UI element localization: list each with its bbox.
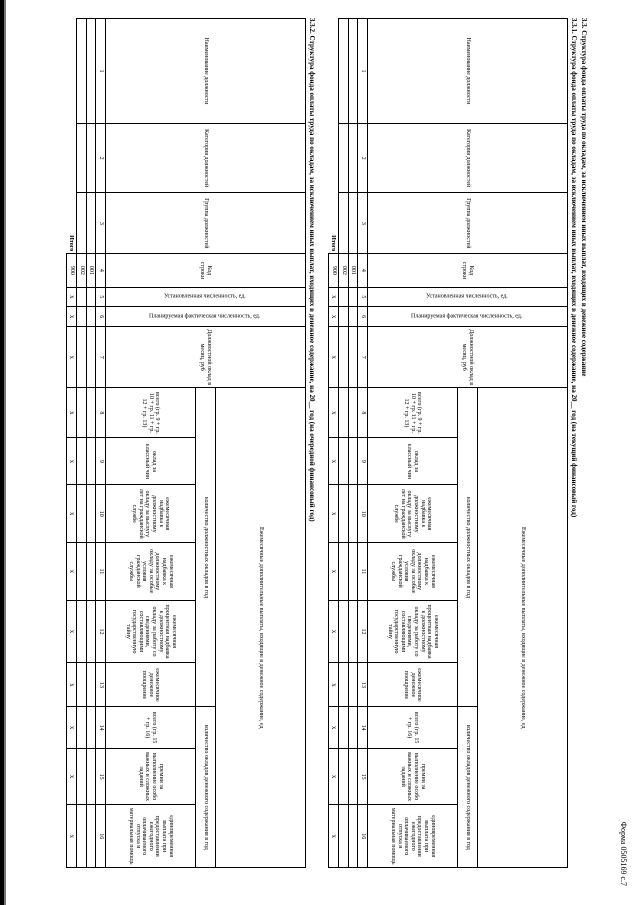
- col-num-3: 3: [358, 193, 368, 254]
- hdr-avg-staff: Планируемая фактическая численность, ед.: [106, 307, 306, 327]
- hdr-bonus-years: ежемесячная надбавка к должностному окладу за выслугу лет на гражданской службе: [106, 485, 196, 543]
- hdr-category: Категория должностей: [106, 123, 306, 193]
- x-cell: x: [66, 805, 77, 868]
- hdr-category: Категория должностей: [368, 123, 568, 193]
- x-cell: x: [328, 600, 339, 663]
- hdr-total-salary: всего (гр. 15 + гр. 16): [368, 707, 458, 748]
- hdr-code: Код строки: [368, 254, 568, 287]
- x-cell: x: [66, 748, 77, 805]
- row-code: 002: [77, 254, 87, 287]
- hdr-salary: Должностной оклад в месяц, руб: [106, 326, 306, 388]
- x-cell: x: [328, 388, 339, 438]
- hdr-total-salary: всего (гр. 15 + гр. 16): [106, 707, 196, 748]
- col-num-3: 3: [96, 193, 106, 254]
- x-cell: x: [66, 663, 77, 707]
- col-num-11: 11: [96, 543, 106, 601]
- x-cell: x: [328, 707, 339, 748]
- col-num-4: 4: [358, 254, 368, 287]
- x-cell: x: [66, 326, 77, 388]
- x-cell: x: [328, 307, 339, 327]
- col-num-10: 10: [358, 485, 368, 543]
- row-code: 001: [348, 254, 358, 287]
- x-cell: x: [66, 287, 77, 307]
- hdr-monthly-extra: Ежемесячные дополнительные выплаты, входящие в денежное содержание, ед: [216, 388, 306, 868]
- hdr-avg-staff: Планируемая фактическая численность, ед.: [368, 307, 568, 327]
- total-label: Итого: [330, 235, 337, 252]
- hdr-group: Группа должностей: [106, 193, 306, 254]
- col-num-12: 12: [358, 600, 368, 663]
- x-cell: x: [66, 543, 77, 601]
- subsection-2-title: 3.3.2. Структура фонда оплаты труда по окладам, за исключением иных выплат, входящих в денежное содержание, на 20__ год (на очередной финансовый год): [308, 18, 316, 522]
- row-code: 002: [339, 254, 349, 287]
- hdr-staff: Установленная численность, ед.: [106, 287, 306, 307]
- table-row: [339, 19, 349, 868]
- hdr-class-rank: оклад за классный чин: [106, 438, 196, 485]
- section-title: 3.3. Структура фонда оплаты труда по окладам, за исключением иных выплат, входящих в денежное содержание: [580, 18, 588, 377]
- hdr-monthly-extra: Ежемесячные дополнительные выплаты, входящие в денежное содержание, ед: [478, 388, 568, 868]
- x-cell: x: [66, 307, 77, 327]
- table-row: [348, 19, 358, 868]
- total-row: [66, 19, 77, 868]
- scan-edge-shadow: [4, 0, 6, 905]
- col-num-12: 12: [96, 600, 106, 663]
- hdr-name: Наименование должности: [368, 19, 568, 124]
- total-label: Итого: [68, 235, 75, 252]
- hdr-qty-official: количество должностных окладов в год: [458, 388, 478, 707]
- hdr-bonus-secret: ежемесячная процентная надбавка к должностному окладу за работу со сведениями, составляющими государственную тайну: [106, 600, 196, 663]
- col-num-7: 7: [96, 326, 106, 388]
- x-cell: x: [328, 663, 339, 707]
- hdr-code: Код строки: [106, 254, 306, 287]
- col-num-4: 4: [96, 254, 106, 287]
- total-row: [328, 19, 339, 868]
- col-num-11: 11: [358, 543, 368, 601]
- hdr-bonus-secret: ежемесячная процентная надбавка к должностному окладу за работу со сведениями, составляющими государственную тайну: [368, 600, 458, 663]
- col-num-2: 2: [358, 123, 368, 193]
- x-cell: x: [66, 388, 77, 438]
- hdr-group: Группа должностей: [368, 193, 568, 254]
- x-cell: x: [328, 326, 339, 388]
- table-next-year: [66, 18, 306, 868]
- col-num-6: 6: [358, 307, 368, 327]
- hdr-bonus-special: ежемесячная надбавка к должностному окладу за особые условия гражданской службы: [106, 543, 196, 601]
- col-num-6: 6: [96, 307, 106, 327]
- x-cell: x: [328, 485, 339, 543]
- hdr-name: Наименование должности: [106, 19, 306, 124]
- col-num-8: 8: [358, 388, 368, 438]
- hdr-bonus-special: ежемесячная надбавка к должностному окладу за особые условия гражданской службы: [368, 543, 458, 601]
- subsection-1-title: 3.3.1. Структура фонда оплаты труда по окладам, за исключением иных выплат, входящих в денежное содержание, на 20__ год (на текущий финансовый год): [570, 18, 578, 518]
- document-sheet: [28, 10, 628, 890]
- hdr-bonus-monthly: ежемесячное денежное поощрение: [106, 663, 196, 707]
- col-num-14: 14: [358, 707, 368, 748]
- col-num-16: 16: [96, 805, 106, 868]
- hdr-total-official: всего (гр. 9 + гр. 10 + гр. 11 + гр. 12 + гр. 13): [106, 388, 196, 438]
- col-num-5: 5: [358, 287, 368, 307]
- hdr-staff: Установленная численность, ед.: [368, 287, 568, 307]
- col-num-8: 8: [96, 388, 106, 438]
- col-num-1: 1: [96, 19, 106, 124]
- x-cell: x: [328, 543, 339, 601]
- table-row: [77, 19, 87, 868]
- table-row: [86, 19, 96, 868]
- x-cell: x: [66, 600, 77, 663]
- hdr-premium-important: премии за выполнение особо важных и сложных заданий: [368, 748, 458, 805]
- hdr-qty-salary-year: количество окладов денежного содержания в год: [458, 707, 478, 868]
- total-code: 900: [328, 254, 339, 287]
- col-num-16: 16: [358, 805, 368, 868]
- x-cell: x: [66, 485, 77, 543]
- hdr-total-official: всего (гр. 9 + гр. 10 + гр. 11 + гр. 12 + гр. 13): [368, 388, 458, 438]
- x-cell: x: [328, 438, 339, 485]
- hdr-bonus-monthly: ежемесячное денежное поощрение: [368, 663, 458, 707]
- col-num-5: 5: [96, 287, 106, 307]
- total-code: 900: [66, 254, 77, 287]
- x-cell: x: [66, 438, 77, 485]
- x-cell: x: [328, 805, 339, 868]
- col-num-9: 9: [358, 438, 368, 485]
- col-num-7: 7: [358, 326, 368, 388]
- hdr-qty-salary-year: количество окладов денежного содержания в год: [196, 707, 216, 868]
- table-current-year: [328, 18, 568, 868]
- x-cell: x: [328, 287, 339, 307]
- hdr-lump-sum: единовременная выплата при предоставлении ежегодного оплачиваемого отпуска и материальная помощь: [106, 805, 196, 868]
- hdr-lump-sum: единовременная выплата при предоставлении ежегодного оплачиваемого отпуска и материальная помощь: [368, 805, 458, 868]
- row-code: 001: [86, 254, 96, 287]
- form-number: Форма 0505169 с.7: [619, 821, 628, 886]
- col-num-14: 14: [96, 707, 106, 748]
- col-num-2: 2: [96, 123, 106, 193]
- col-num-15: 15: [96, 748, 106, 805]
- x-cell: x: [66, 707, 77, 748]
- col-num-9: 9: [96, 438, 106, 485]
- col-num-15: 15: [358, 748, 368, 805]
- col-num-10: 10: [96, 485, 106, 543]
- hdr-bonus-years: ежемесячная надбавка к должностному окладу за выслугу лет на гражданской службе: [368, 485, 458, 543]
- hdr-premium-important: премии за выполнение особо важных и сложных заданий: [106, 748, 196, 805]
- col-num-1: 1: [358, 19, 368, 124]
- col-num-13: 13: [96, 663, 106, 707]
- col-num-13: 13: [358, 663, 368, 707]
- hdr-qty-official: количество должностных окладов в год: [196, 388, 216, 707]
- hdr-class-rank: оклад за классный чин: [368, 438, 458, 485]
- x-cell: x: [328, 748, 339, 805]
- hdr-salary: Должностной оклад в месяц, руб: [368, 326, 568, 388]
